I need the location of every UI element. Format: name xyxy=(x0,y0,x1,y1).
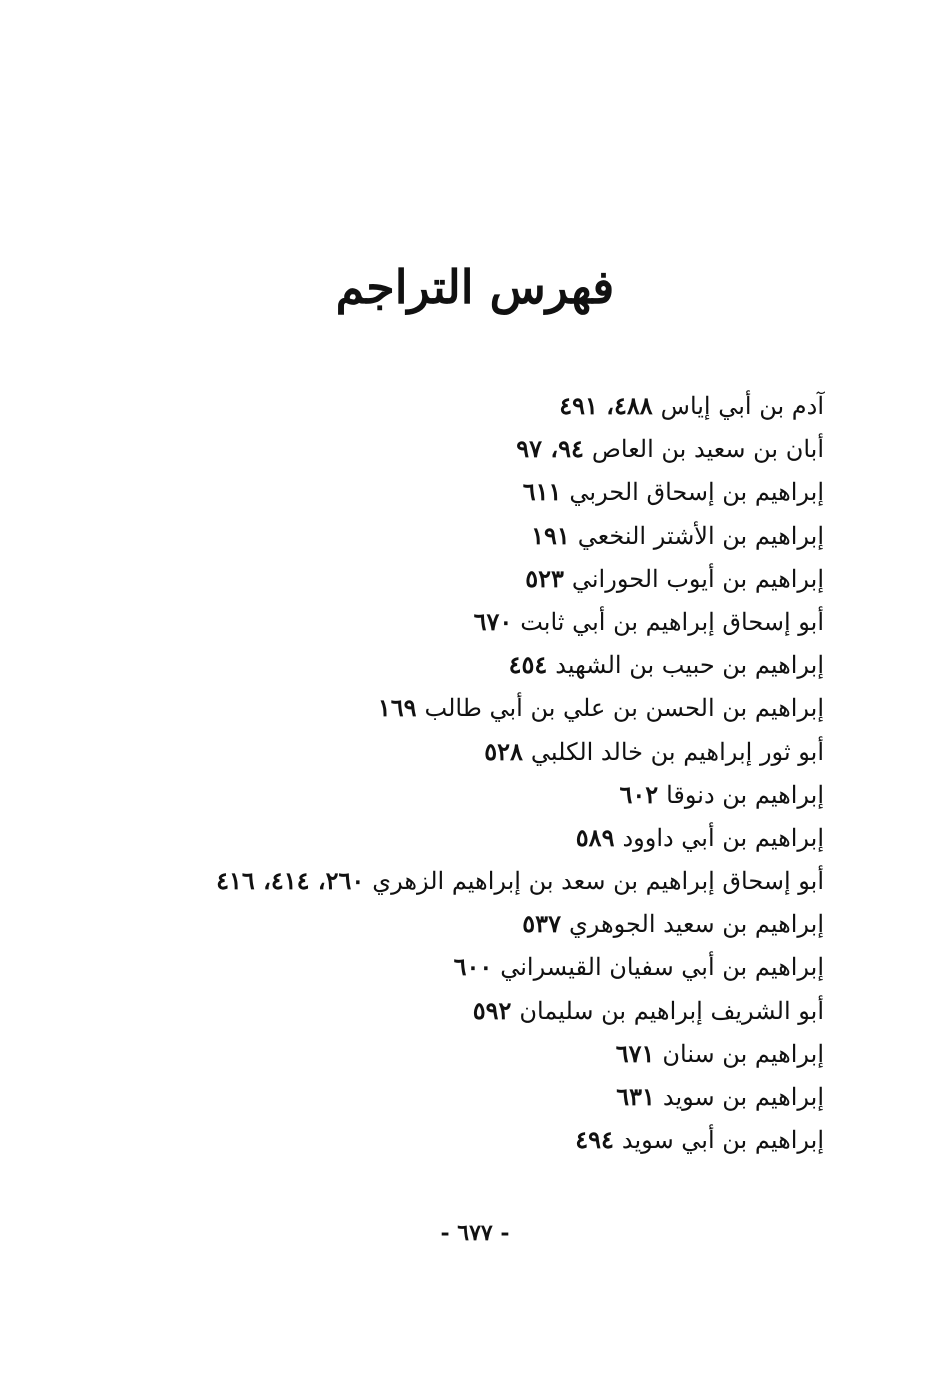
entry-name: إبراهيم بن سويد xyxy=(662,1083,824,1111)
entry-name: إبراهيم بن الأشتر النخعي xyxy=(577,521,824,550)
entry-name: إبراهيم بن سنان xyxy=(662,1039,824,1068)
entry-name: إبراهيم بن إسحاق الحربي xyxy=(569,478,824,507)
entry-page-refs: ٥٩٢ xyxy=(472,995,512,1025)
index-entry xyxy=(104,773,824,816)
entry-name: إبراهيم بن أبي داوود xyxy=(622,823,824,852)
entry-name: أبو الشريف إبراهيم بن سليمان xyxy=(519,996,824,1025)
index-entry xyxy=(104,557,824,600)
entry-page-refs: ٥٣٧ xyxy=(522,909,561,939)
index-entry xyxy=(104,859,824,902)
index-entry xyxy=(104,600,824,643)
entry-page-refs: ٥٢٨ xyxy=(484,736,523,766)
entry-name: أبو إسحاق إبراهيم بن سعد بن إبراهيم الزهري xyxy=(372,867,824,896)
entry-name: آدم بن أبي إياس xyxy=(660,392,824,420)
entry-name: إبراهيم بن أيوب الحوراني xyxy=(571,564,824,593)
index-entry xyxy=(104,514,824,557)
index-entry xyxy=(104,902,824,945)
index-entry xyxy=(104,816,824,859)
entry-name: أبو إسحاق إبراهيم بن أبي ثابت xyxy=(520,607,824,636)
entry-page-refs: ٤٨٨، ٤٩١ xyxy=(559,391,653,420)
entry-page-refs: ٦٠٢ xyxy=(619,779,659,809)
entry-name: أبو ثور إبراهيم بن خالد الكلبي xyxy=(530,737,824,766)
index-entry xyxy=(104,1032,824,1075)
entry-page-refs: ٦٠٠ xyxy=(453,952,493,982)
entry-page-refs: ١٦٩ xyxy=(377,693,417,723)
index-entry xyxy=(104,1075,824,1118)
page-title: فهرس التراجم xyxy=(335,260,615,314)
entry-name: إبراهيم بن سعيد الجوهري xyxy=(568,910,824,939)
entry-name: إبراهيم بن الحسن بن علي بن أبي طالب xyxy=(424,694,824,723)
index-entry xyxy=(104,1118,824,1161)
entry-page-refs: ٦٣١ xyxy=(616,1082,655,1111)
index-entry xyxy=(104,686,824,729)
index-entry xyxy=(104,643,824,686)
index-entry xyxy=(104,470,824,513)
entry-page-refs: ٦١١ xyxy=(522,477,562,507)
entry-name: إبراهيم بن أبي سويد xyxy=(621,1126,824,1155)
entry-page-refs: ٢٦٠، ٤١٤، ٤١٦ xyxy=(216,866,365,896)
entry-page-refs: ٦٧١ xyxy=(615,1038,655,1068)
index-entry xyxy=(104,730,824,773)
index-entry xyxy=(104,384,824,427)
entry-name: إبراهيم بن دنوقا xyxy=(666,780,824,809)
entry-page-refs: ٤٥٤ xyxy=(508,650,548,680)
entry-page-refs: ٥٢٣ xyxy=(525,563,564,593)
entry-name: إبراهيم بن حبيب بن الشهيد xyxy=(555,651,824,680)
index-entry xyxy=(104,427,824,470)
entry-page-refs: ٥٨٩ xyxy=(575,822,615,852)
index-entry xyxy=(104,945,824,988)
entry-name: إبراهيم بن أبي سفيان القيسراني xyxy=(500,953,824,982)
entry-page-refs: ٩٤، ٩٧ xyxy=(516,434,584,464)
index-entries-list xyxy=(104,384,824,1161)
index-entry xyxy=(104,989,824,1032)
page-number: - ٦٧٧ - xyxy=(440,1220,510,1246)
entry-page-refs: ٦٧٠ xyxy=(473,606,513,636)
entry-page-refs: ٤٩٤ xyxy=(575,1125,614,1155)
entry-page-refs: ١٩١ xyxy=(531,520,570,550)
entry-name: أبان بن سعيد بن العاص xyxy=(591,435,824,464)
